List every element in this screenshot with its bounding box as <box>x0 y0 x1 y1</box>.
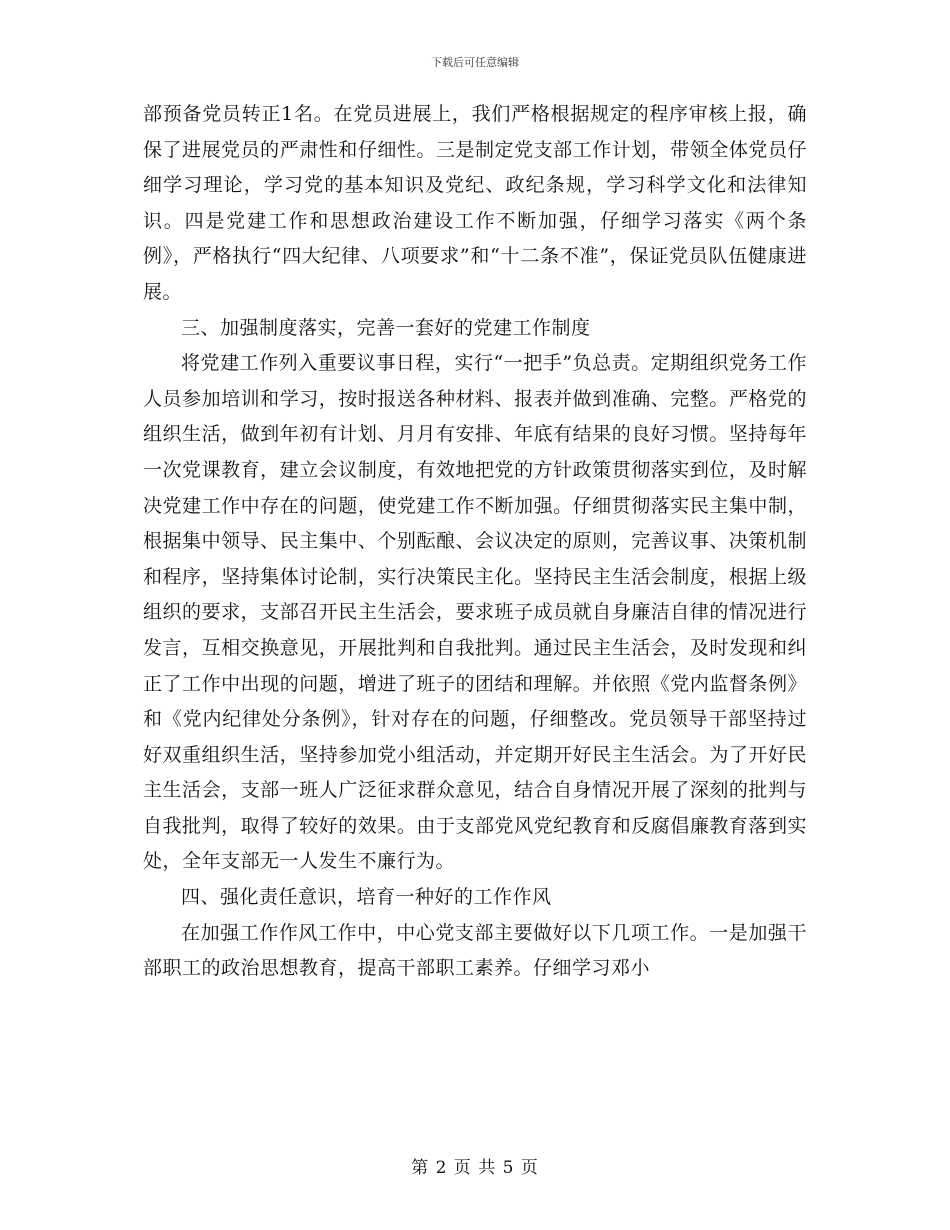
paragraph-system-implementation: 将党建工作列入重要议事日程，实行“一把手”负总责。定期组织党务工作人员参加培训和学习，按时报送各种材料、报表并做到准确、完整。严格党的组织生活，做到年初有计划、月月有安排、年底有结果的良好习惯。坚持每年一次党课教育，建立会议制度，有效地把党的方针政策贯彻落实到位，及时解决党建工作中存在的问题，使党建工作不断加强。仔细贯彻落实民主集中制，根据集中领导、民主集中、个别酝酿、会议决定的原则，完善议事、决策机制和程序，坚持集体讨论制，实行决策民主化。坚持民主生活会制度，根据上级组织的要求，支部召开民主生活会，要求班子成员就自身廉洁自律的情况进行发言，互相交换意见，开展批判和自我批判。通过民主生活会，及时发现和纠正了工作中出现的问题，增进了班子的团结和理解。并依照《党内监督条例》和《党内纪律处分条例》，针对存在的问题，仔细整改。党员领导干部坚持过好双重组织生活，坚持参加党小组活动，并定期开好民主生活会。为了开好民主生活会，支部一班人广泛征求群众意见，结合自身情况开展了深刻的批判与自我批判，取得了较好的效果。由于支部党风党纪教育和反腐倡廉教育落到实处，全年支部无一人发生不廉行为。 <box>143 352 807 873</box>
document-body <box>143 97 807 987</box>
page-number-footer: 第 2 页 共 5 页 <box>411 1158 539 1178</box>
paragraph-work-style: 在加强工作作风工作中，中心党支部主要做好以下几项工作。一是加强干部职工的政治思想教育，提高干部职工素养。仔细学习邓小 <box>143 921 807 980</box>
paragraph-continuation: 部预备党员转正1名。在党员进展上，我们严格根据规定的程序审核上报，确保了进展党员的严肃性和仔细性。三是制定党支部工作计划，带领全体党员仔细学习理论，学习党的基本知识及党纪、政纪条规，学习科学文化和法律知识。四是党建工作和思想政治建设工作不断加强，仔细学习落实《两个条例》，严格执行“四大纪律、八项要求”和“十二条不准”，保证党员队伍健康进展。 <box>143 103 807 303</box>
section-heading-four: 四、强化责任意识，培育一种好的工作作风 <box>181 886 552 909</box>
page-header: 下载后可任意编辑 <box>431 56 519 69</box>
section-heading-three: 三、加强制度落实，完善一套好的党建工作制度 <box>181 316 591 339</box>
